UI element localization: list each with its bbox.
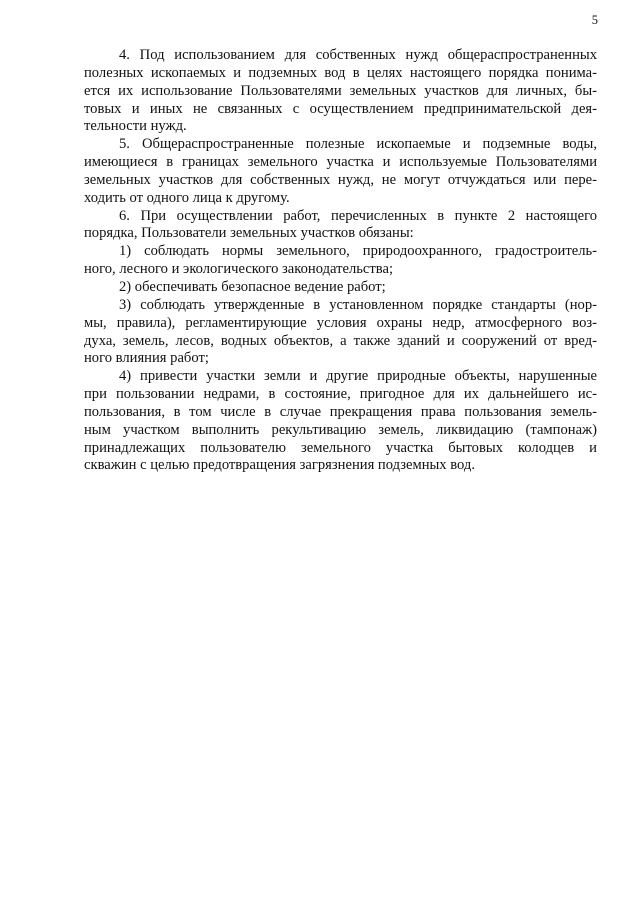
text-line: тельности нужд. (84, 118, 187, 135)
list-item-1 (84, 243, 597, 279)
text-line: 3) соблюдать утвержденные в установленном порядке стандарты (нор- (119, 296, 597, 313)
list-item-3 (84, 297, 597, 368)
text-line: 2) обеспечивать безопасное ведение работ; (119, 278, 386, 295)
text-line: духа, земель, лесов, водных объектов, а также зданий и сооружений от вред- (84, 332, 597, 349)
text-line: имеющиеся в границах земельного участка и используемые Пользователями (84, 154, 597, 171)
text-line: 6. При осуществлении работ, перечисленных в пункте 2 настоящего (119, 207, 597, 224)
paragraph-5 (84, 136, 597, 207)
page-number: 5 (591, 13, 598, 27)
text-line: товых и иных не связанных с осуществлением предпринимательской дея- (84, 100, 597, 117)
document-body (84, 47, 597, 475)
text-line: полезных ископаемых и подземных вод в целях настоящего порядка понима- (84, 64, 597, 81)
text-line: ным участком выполнить рекультивацию земель, ликвидацию (тампонаж) (84, 421, 597, 438)
text-line: земельных участков для собственных нужд, не могут отчуждаться или пере- (84, 171, 597, 188)
text-line: 1) соблюдать нормы земельного, природоохранного, градостроитель- (119, 243, 597, 260)
list-item-2 (84, 279, 597, 297)
text-line: порядка, Пользователи земельных участков обязаны: (84, 225, 414, 242)
text-line: ного влияния работ; (84, 350, 209, 367)
text-line: принадлежащих пользователю земельного участка бытовых колодцев и (84, 439, 597, 456)
text-line: мы, правила), регламентирующие условия охраны недр, атмосферного воз- (84, 314, 597, 331)
text-line: пользования, в том числе в случае прекращения права пользования земель- (84, 403, 597, 420)
text-line: ного, лесного и экологического законодательства; (84, 261, 393, 278)
text-line: 4) привести участки земли и другие природные объекты, нарушенные (119, 368, 597, 385)
text-line: ходить от одного лица к другому. (84, 189, 290, 206)
list-item-4 (84, 368, 597, 475)
text-line: 5. Общераспространенные полезные ископаемые и подземные воды, (119, 136, 597, 153)
paragraph-6 (84, 208, 597, 244)
text-line: 4. Под использованием для собственных нужд общераспространенных (119, 47, 597, 63)
paragraph-4 (84, 47, 597, 136)
text-line: скважин с целью предотвращения загрязнения подземных вод. (84, 457, 475, 474)
text-line: ется их использование Пользователями земельных участков для личных, бы- (84, 82, 597, 99)
text-line: при пользовании недрами, в состояние, пригодное для их дальнейшего ис- (84, 386, 597, 403)
